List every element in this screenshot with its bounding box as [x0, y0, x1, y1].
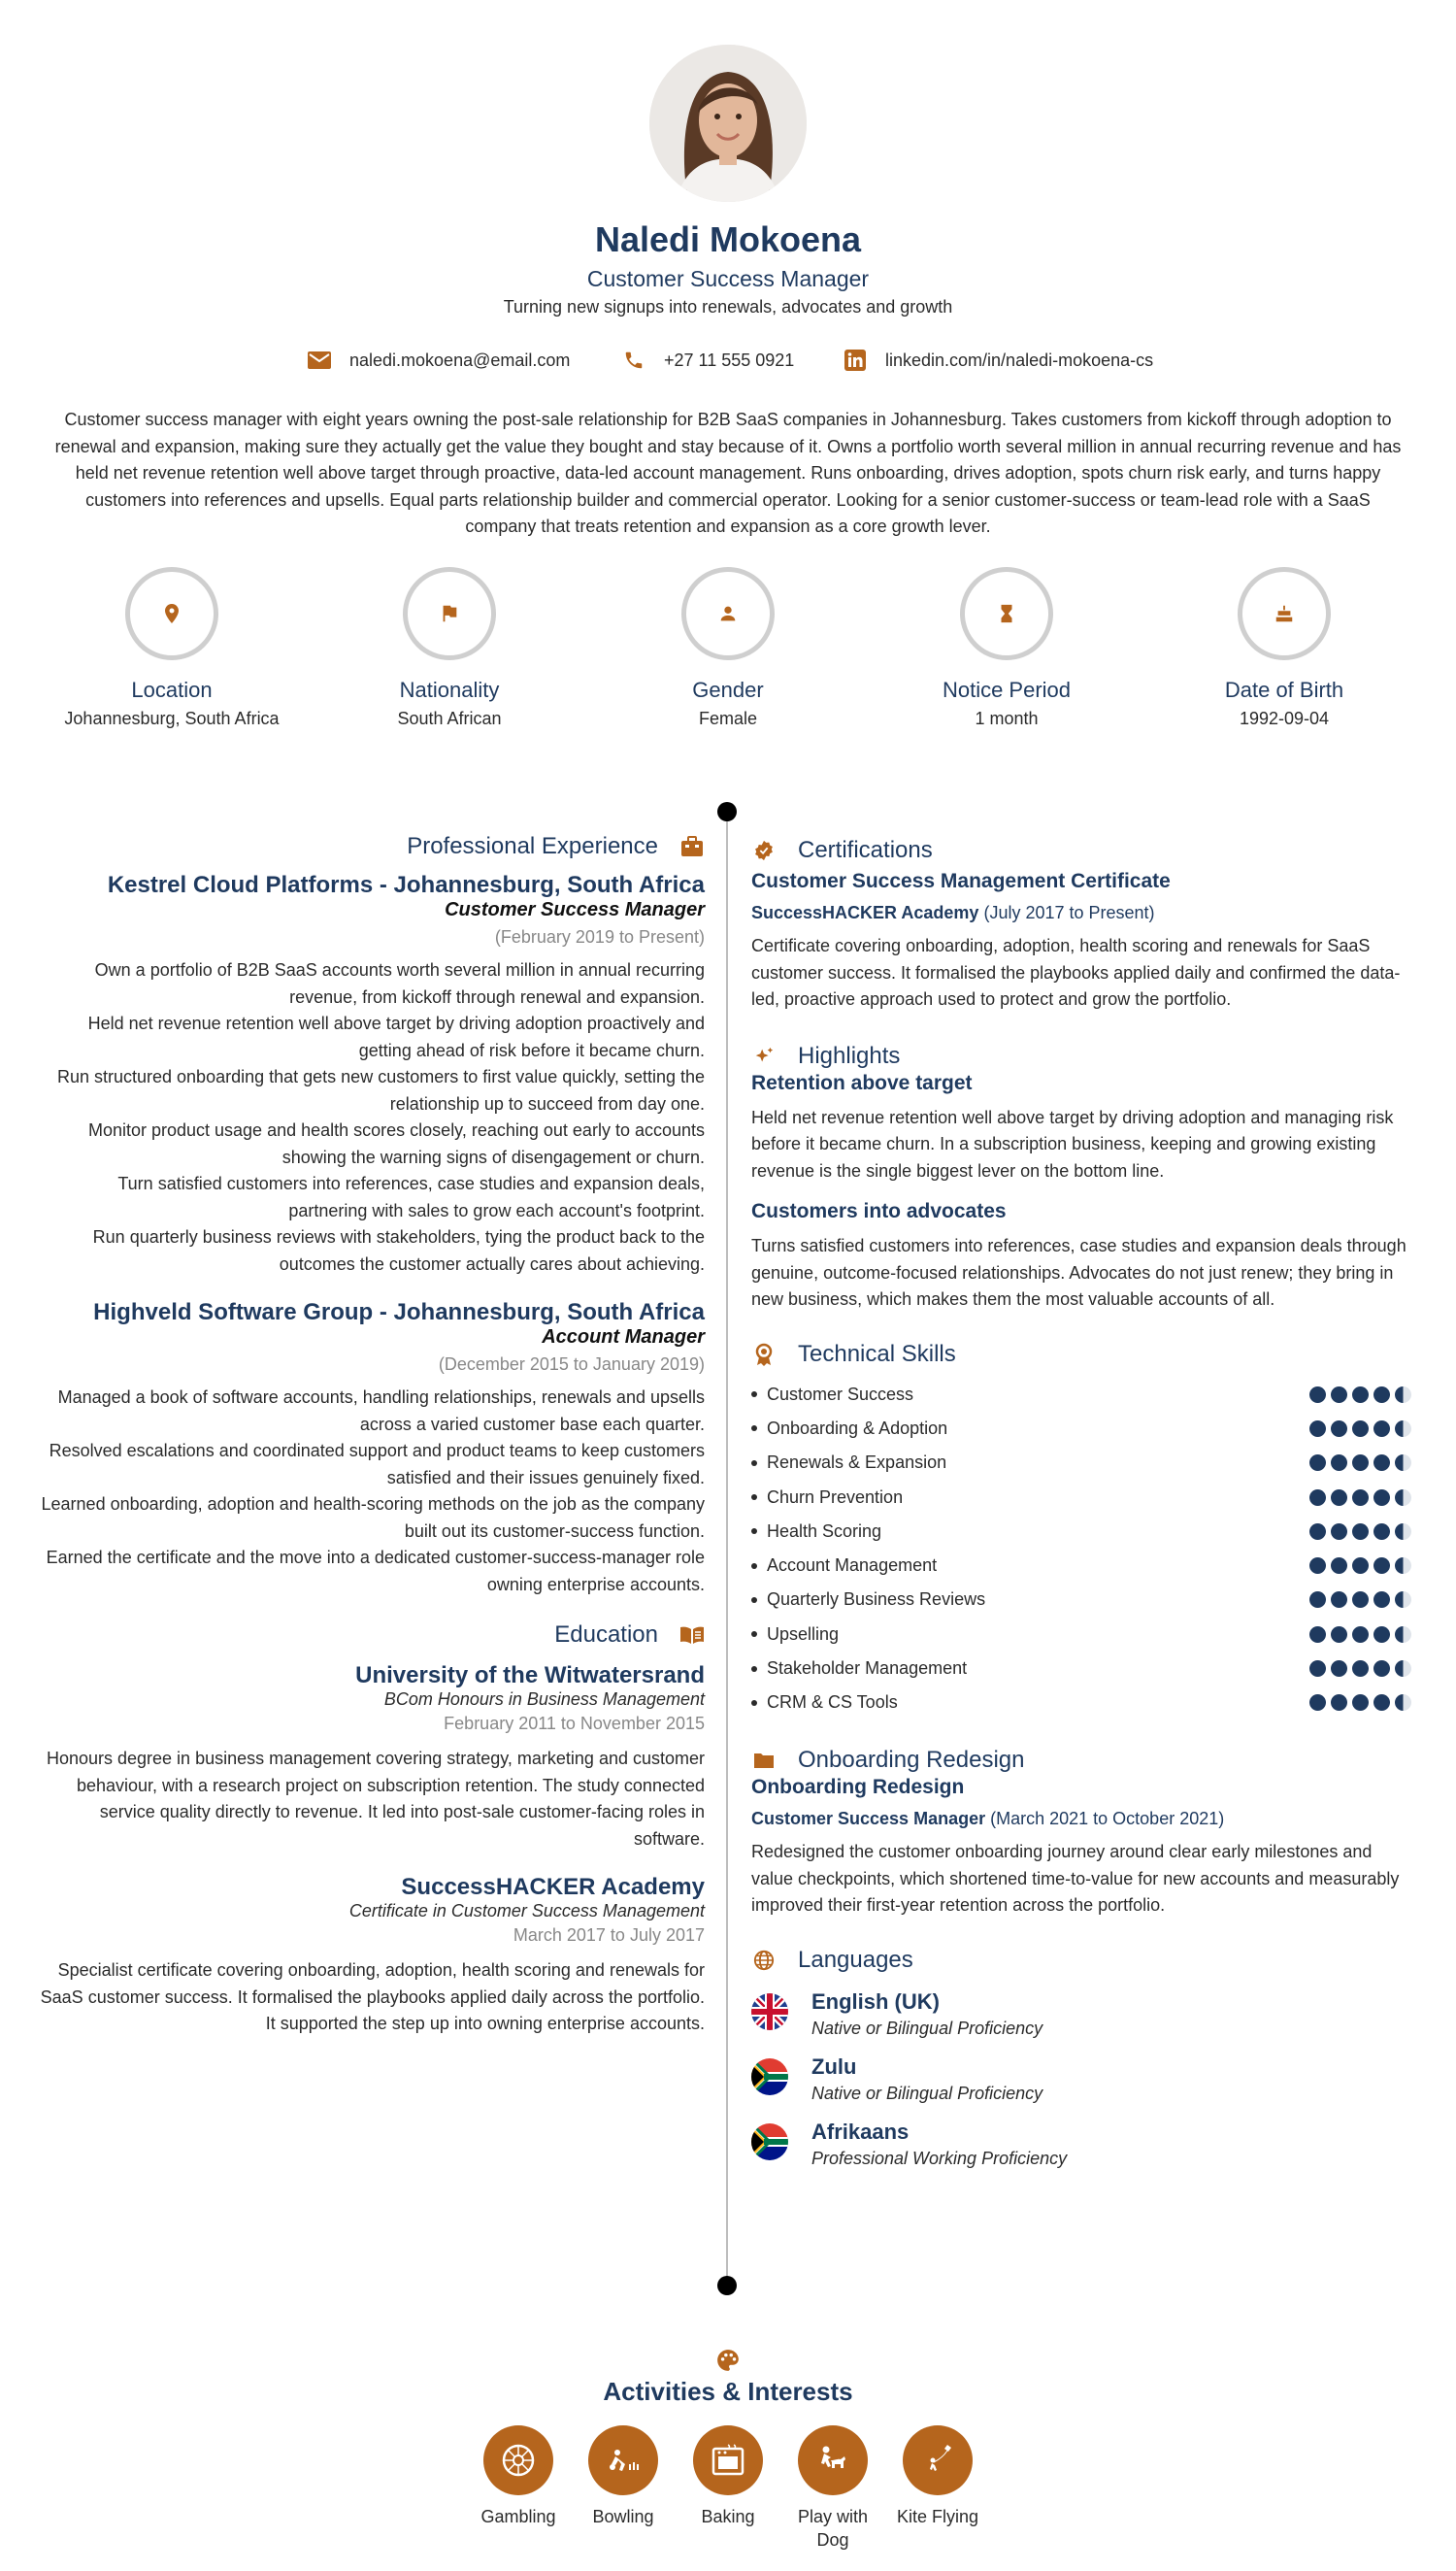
experience-heading-text: Professional Experience [407, 833, 658, 859]
highlight-title: Customers into advocates [751, 1200, 1007, 1222]
rating-dot [1373, 1454, 1390, 1471]
certifications-heading-text: Certifications [798, 837, 933, 863]
skill-label [751, 1487, 903, 1508]
skill-label [751, 1452, 946, 1473]
skill-row [751, 1618, 1411, 1652]
edu-degree: Certificate in Customer Success Management [348, 1901, 705, 1920]
rating-dot [1331, 1694, 1347, 1711]
job-bullet: Earned the certificate and the move into a dedicated customer-success-manager role owning enterprise accounts. [46, 1548, 705, 1594]
folder-icon [751, 1748, 777, 1773]
rating-dot [1395, 1694, 1411, 1711]
rating-dot [1331, 1489, 1347, 1506]
language-level: Professional Working Proficiency [811, 2148, 1068, 2168]
skill-rating [1305, 1386, 1411, 1403]
bullet [751, 1666, 757, 1672]
cert-dates: (July 2017 to Present) [983, 903, 1155, 922]
education-heading [39, 1621, 705, 1649]
skill-name: Onboarding & Adoption [767, 1418, 948, 1438]
skill-name: Health Scoring [767, 1520, 882, 1541]
job-bullet: Own a portfolio of B2B SaaS accounts worth several million in annual recurring revenue, from kickoff through renewal and expansion. [94, 960, 705, 1007]
flag-icon [403, 567, 496, 660]
cake-icon [1238, 567, 1331, 660]
skill-rating [1305, 1420, 1411, 1437]
skill-row [751, 1480, 1411, 1514]
edu-org: SuccessHACKER Academy [401, 1874, 705, 1900]
badge-check-icon [751, 838, 777, 863]
info-nationality [318, 567, 580, 729]
language-name: Zulu [811, 2053, 857, 2079]
south-africa-flag-icon [751, 2058, 788, 2095]
rating-dot [1352, 1386, 1369, 1403]
bowling-icon [588, 2425, 658, 2495]
edu-description: Specialist certificate covering onboarding, adoption, health scoring and renewals for SaaS customer success. It formalised the playbooks applied daily across the portfolio. It supported the step up into owning enterprise accounts. [40, 1960, 705, 2033]
skills-heading [751, 1341, 1411, 1368]
palette-icon [715, 2348, 741, 2373]
info-gender [597, 567, 859, 729]
bullet [751, 1425, 757, 1431]
skill-row [751, 1583, 1411, 1617]
activity-label: Play with Dog [797, 2507, 869, 2550]
skill-label [751, 1555, 937, 1576]
cert-description: Certificate covering onboarding, adoption, health scoring and renewals for SaaS customer success. It formalised the playbooks applied daily and confirmed the data-led, proactive approach used to protect and grow the portfolio. [751, 936, 1401, 1009]
edu-description: Honours degree in business management covering strategy, marketing and customer behaviour, with a research project on subscription retention. The study connected service quality directly to revenue. It led into post-sale customer-facing roles in software. [46, 1749, 705, 1849]
job-role: Customer Success Manager [445, 899, 705, 920]
bullet [751, 1563, 757, 1569]
phone-text: +27 11 555 0921 [664, 350, 795, 370]
rating-dot [1373, 1523, 1390, 1540]
highlight-text: Held net revenue retention well above target by driving adoption and managing risk before it became churn. In a subscription business, keeping and growing existing revenue is the single biggest lever on the bottom line. [751, 1107, 1394, 1181]
activity-item [784, 2425, 881, 2552]
skill-name: Stakeholder Management [767, 1658, 968, 1679]
timeline-end-dot [717, 2276, 737, 2295]
linkedin-icon [843, 348, 868, 373]
job-bullet: Held net revenue retention well above target by driving adoption proactively and getting ahead of risk before it became churn. [87, 1014, 705, 1060]
job-bullet: Monitor product usage and health scores closely, reaching out early to accounts showing the warning signs of disengagement or churn. [87, 1120, 705, 1167]
job-dates: (December 2015 to January 2019) [438, 1354, 705, 1374]
sparkle-star-icon [751, 1044, 777, 1069]
rating-dot [1373, 1660, 1390, 1677]
language-name: Afrikaans [811, 2119, 910, 2144]
skill-row [751, 1446, 1411, 1480]
contact-email[interactable] [307, 348, 570, 373]
highlights-heading [751, 1043, 1411, 1070]
rating-dot [1309, 1626, 1326, 1643]
rating-dot [1352, 1660, 1369, 1677]
rating-dot [1373, 1626, 1390, 1643]
person-icon [681, 567, 775, 660]
education-heading-text: Education [554, 1621, 658, 1648]
info-label: Location [131, 678, 213, 702]
skill-name: Quarterly Business Reviews [767, 1589, 986, 1610]
job-bullets [39, 957, 705, 1278]
cert-issuer-line [751, 903, 1411, 923]
info-value: Female [698, 709, 758, 728]
skill-name: Customer Success [767, 1384, 914, 1404]
edu-dates: February 2011 to November 2015 [444, 1714, 705, 1733]
rating-dot [1309, 1386, 1326, 1403]
rating-dot [1395, 1420, 1411, 1437]
profile-photo [649, 45, 807, 202]
skill-rating [1305, 1557, 1411, 1574]
rating-dot [1331, 1454, 1347, 1471]
briefcase-icon [679, 834, 705, 859]
location-pin-icon [125, 567, 218, 660]
rating-dot [1373, 1591, 1390, 1608]
skill-name: Account Management [767, 1555, 938, 1576]
project-role-line [751, 1809, 1411, 1829]
activity-item [679, 2425, 777, 2528]
job-dates: (February 2019 to Present) [494, 927, 705, 947]
rating-dot [1395, 1386, 1411, 1403]
job-entry [39, 1299, 705, 1598]
job-bullet: Resolved escalations and coordinated support and product teams to keep customers satisfied and their issues genuinely fixed. [49, 1441, 705, 1487]
skill-row [751, 1652, 1411, 1686]
right-column [751, 837, 1411, 2185]
job-bullet: Run quarterly business reviews with stakeholders, tying the product back to the outcomes the customer actually cares about achieving. [92, 1227, 705, 1274]
bullet [751, 1528, 757, 1534]
phone-icon [621, 348, 646, 373]
rating-dot [1373, 1694, 1390, 1711]
project-heading-text: Onboarding Redesign [798, 1747, 1025, 1774]
bullet [751, 1631, 757, 1637]
project-description: Redesigned the customer onboarding journey around clear early milestones and value checkpoints, which shortened time-to-value for new accounts and measurably improved their first-year retention across the portfolio. [751, 1842, 1400, 1916]
job-title: Customer Success Manager [586, 266, 870, 291]
project-role: Customer Success Manager [751, 1809, 986, 1829]
activity-label: Gambling [480, 2507, 556, 2526]
skill-row [751, 1686, 1411, 1720]
project-dates: (March 2021 to October 2021) [990, 1809, 1225, 1829]
skill-row [751, 1549, 1411, 1583]
rating-dot [1309, 1660, 1326, 1677]
rating-dot [1352, 1420, 1369, 1437]
rating-dot [1395, 1489, 1411, 1506]
rating-dot [1331, 1660, 1347, 1677]
info-value: 1992-09-04 [1239, 709, 1330, 728]
languages-heading-text: Languages [798, 1946, 913, 1973]
language-name: English (UK) [811, 1988, 940, 2014]
language-level: Native or Bilingual Proficiency [811, 2018, 1043, 2038]
contact-linkedin[interactable] [843, 348, 1153, 373]
skill-rating [1305, 1591, 1411, 1608]
edu-org: University of the Witwatersrand [355, 1662, 705, 1688]
rating-dot [1395, 1557, 1411, 1574]
oven-baking-icon [693, 2425, 763, 2495]
rating-dot [1309, 1557, 1326, 1574]
job-org: Kestrel Cloud Platforms - Johannesburg, South Africa [107, 872, 705, 898]
person-with-dog-icon [798, 2425, 868, 2495]
activity-item [470, 2425, 567, 2528]
bullet [751, 1494, 757, 1500]
language-level: Native or Bilingual Proficiency [811, 2083, 1043, 2103]
job-org: Highveld Software Group - Johannesburg, South Africa [93, 1299, 705, 1325]
activity-item [575, 2425, 672, 2528]
rating-dot [1331, 1626, 1347, 1643]
skill-row [751, 1412, 1411, 1446]
skill-label [751, 1521, 881, 1542]
job-bullet: Managed a book of software accounts, handling relationships, renewals and upsells across a varied customer base each quarter. [57, 1387, 705, 1434]
roulette-icon [483, 2425, 553, 2495]
hourglass-icon [960, 567, 1053, 660]
experience-heading [39, 833, 705, 860]
activity-label: Bowling [592, 2507, 654, 2526]
info-label: Nationality [399, 678, 500, 702]
highlight-text: Turns satisfied customers into references, case studies and expansion deals through genuine, outcome-focused relationships. Advocates do not just renew; they bring in new business, which makes them the most valuable accounts of all. [751, 1236, 1406, 1309]
rating-dot [1331, 1420, 1347, 1437]
kite-icon [903, 2425, 973, 2495]
skill-rating [1305, 1523, 1411, 1540]
rating-dot [1373, 1489, 1390, 1506]
info-date-of-birth [1153, 567, 1415, 729]
language-item [751, 2120, 1411, 2169]
bullet [751, 1460, 757, 1466]
bullet [751, 1597, 757, 1603]
skill-name: Upselling [767, 1623, 840, 1644]
tagline: Turning new signups into renewals, advocates and growth [503, 297, 953, 317]
skill-label [751, 1624, 839, 1645]
rating-dot [1352, 1489, 1369, 1506]
rating-dot [1373, 1386, 1390, 1403]
envelope-icon [307, 348, 332, 373]
rating-dot [1373, 1557, 1390, 1574]
certifications-heading [751, 837, 1411, 864]
globe-icon [751, 1948, 777, 1973]
rating-dot [1352, 1557, 1369, 1574]
highlight-title: Retention above target [751, 1071, 973, 1094]
award-ribbon-icon [751, 1342, 777, 1367]
language-item [751, 1989, 1411, 2039]
language-item [751, 2054, 1411, 2104]
timeline-start-dot [717, 802, 737, 821]
job-bullets [39, 1385, 705, 1598]
skill-rating [1305, 1626, 1411, 1643]
languages-heading [751, 1947, 1411, 1974]
info-label: Notice Period [942, 678, 1072, 702]
timeline-line [726, 812, 728, 2286]
info-value: Johannesburg, South Africa [64, 709, 280, 728]
bullet [751, 1700, 757, 1706]
project-title: Onboarding Redesign [751, 1776, 965, 1799]
skill-rating [1305, 1454, 1411, 1471]
activity-item [889, 2425, 986, 2528]
rating-dot [1352, 1523, 1369, 1540]
skill-label [751, 1589, 985, 1610]
skill-rating [1305, 1694, 1411, 1711]
skill-row [751, 1378, 1411, 1412]
skills-heading-text: Technical Skills [798, 1340, 956, 1367]
job-bullet: Turn satisfied customers into references, case studies and expansion deals, partnering with sales to grow each account's footprint. [117, 1174, 705, 1220]
rating-dot [1395, 1660, 1411, 1677]
job-bullet: Run structured onboarding that gets new customers to first value quickly, setting the relationship up to succeed from day one. [56, 1067, 705, 1114]
info-label: Date of Birth [1224, 678, 1344, 702]
contact-phone[interactable] [621, 348, 794, 373]
edu-degree: BCom Honours in Business Management [383, 1689, 705, 1709]
project-heading [751, 1747, 1411, 1774]
job-bullet: Learned onboarding, adoption and health-scoring methods on the job as the company built out its customer-success function. [41, 1494, 705, 1541]
info-value: 1 month [975, 709, 1039, 728]
skill-rating [1305, 1489, 1411, 1506]
rating-dot [1352, 1626, 1369, 1643]
activity-label: Kite Flying [896, 2507, 979, 2526]
job-role: Account Manager [542, 1326, 705, 1348]
rating-dot [1352, 1694, 1369, 1711]
skill-name: CRM & CS Tools [767, 1692, 898, 1713]
linkedin-text: linkedin.com/in/naledi-mokoena-cs [885, 350, 1154, 370]
south-africa-flag-icon [751, 2123, 788, 2160]
rating-dot [1395, 1591, 1411, 1608]
rating-dot [1395, 1454, 1411, 1471]
info-location [41, 567, 303, 729]
rating-dot [1373, 1420, 1390, 1437]
info-value: South African [397, 709, 502, 728]
skill-rating [1305, 1660, 1411, 1677]
rating-dot [1309, 1523, 1326, 1540]
skill-name: Churn Prevention [767, 1486, 904, 1507]
rating-dot [1309, 1694, 1326, 1711]
highlights-heading-text: Highlights [798, 1042, 901, 1069]
candidate-name: Naledi Mokoena [594, 219, 862, 259]
job-entry [39, 872, 705, 1278]
skill-label [751, 1658, 967, 1679]
activities-heading: Activities & Interests [603, 2377, 853, 2406]
education-entry [39, 1662, 705, 1853]
education-entry [39, 1874, 705, 2038]
info-notice-period [876, 567, 1138, 729]
languages-list [751, 1989, 1411, 2169]
cert-issuer: SuccessHACKER Academy [751, 903, 979, 922]
rating-dot [1395, 1523, 1411, 1540]
skill-label [751, 1385, 913, 1405]
rating-dot [1395, 1626, 1411, 1643]
rating-dot [1309, 1591, 1326, 1608]
uk-flag-icon [751, 1993, 788, 2030]
skill-label [751, 1419, 947, 1439]
open-book-icon [679, 1622, 705, 1648]
rating-dot [1309, 1420, 1326, 1437]
email-text: naledi.mokoena@email.com [349, 350, 571, 370]
rating-dot [1352, 1454, 1369, 1471]
skill-name: Renewals & Expansion [767, 1452, 947, 1473]
rating-dot [1352, 1591, 1369, 1608]
skill-row [751, 1515, 1411, 1549]
rating-dot [1309, 1454, 1326, 1471]
skill-label [751, 1692, 898, 1713]
rating-dot [1331, 1386, 1347, 1403]
professional-summary: Customer success manager with eight years owning the post-sale relationship for B2B SaaS companies in Johannesburg. Takes customers from kickoff through adoption to renewal and expansion, making sure they actually get the value they bought and stay because of it. Owns a portfolio worth several million in annual recurring revenue and has held net revenue retention well above target through proactive, data-led account management. Runs onboarding, drives adoption, spots churn risk early, and turns happy customers into references and upsells. Equal parts relationship builder and commercial operator. Looking for a senior customer-success or team-lead role with a SaaS company that treats retention and expansion as a core growth lever. [54, 410, 1402, 536]
rating-dot [1331, 1523, 1347, 1540]
edu-dates: March 2017 to July 2017 [513, 1925, 705, 1945]
rating-dot [1331, 1557, 1347, 1574]
experience-section [39, 833, 705, 2038]
activity-label: Baking [701, 2507, 755, 2526]
cert-title: Customer Success Management Certificate [751, 870, 1171, 892]
skills-list [751, 1378, 1411, 1720]
bullet [751, 1391, 757, 1397]
info-label: Gender [692, 678, 764, 702]
rating-dot [1331, 1591, 1347, 1608]
rating-dot [1309, 1489, 1326, 1506]
